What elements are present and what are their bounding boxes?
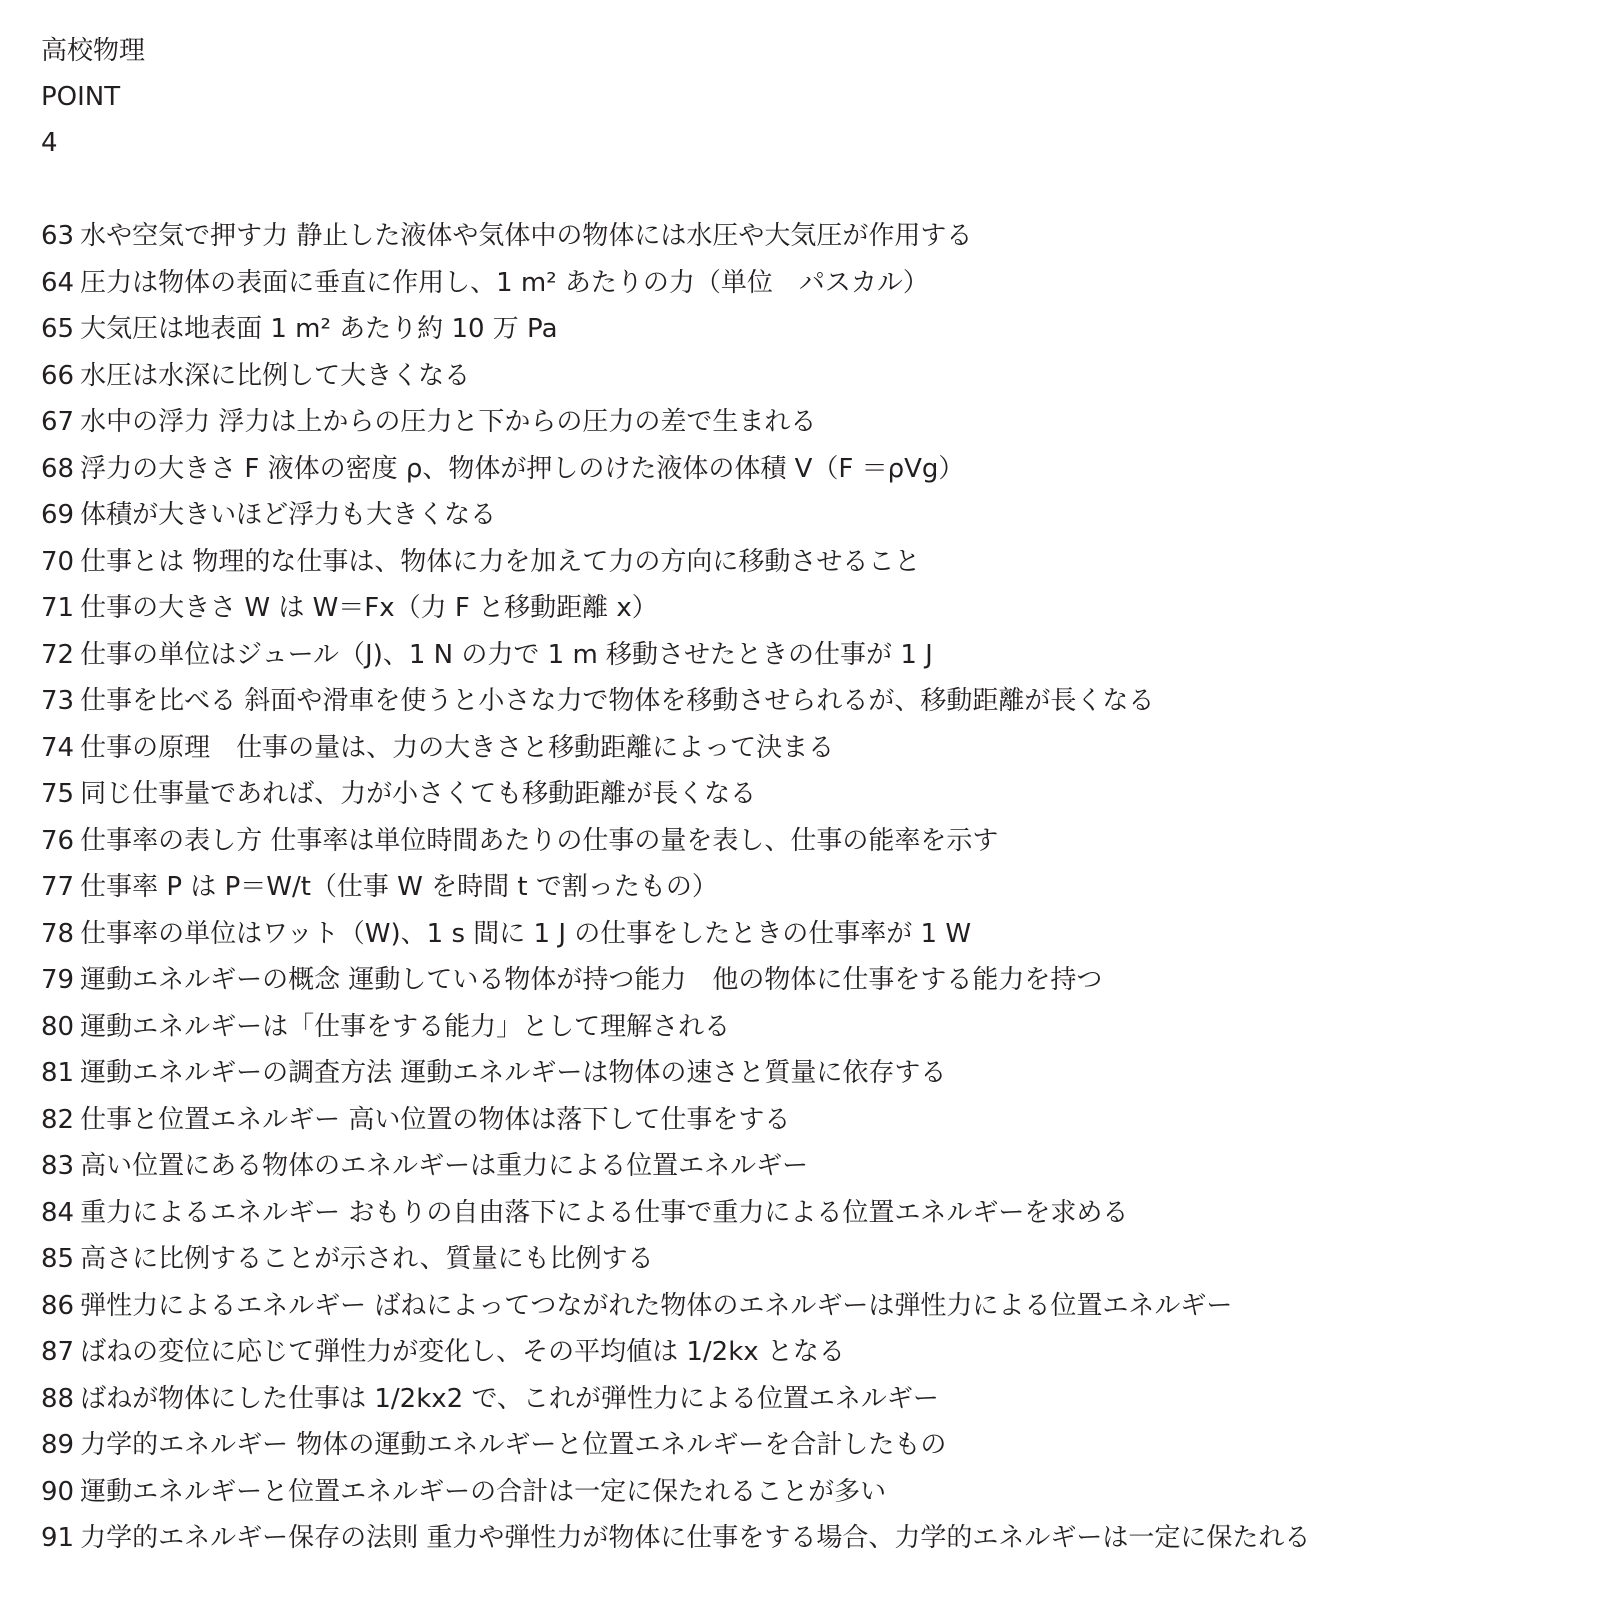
item-text: 仕事率 P は P＝W/t（仕事 W を時間 t で割ったもの） <box>80 872 718 902</box>
item-text: 力学的エネルギー保存の法則 重力や弾性力が物体に仕事をする場合、力学的エネルギーは一定に保たれる <box>80 1523 1311 1553</box>
list-item <box>41 213 1571 260</box>
item-number: 85 <box>41 1244 75 1274</box>
list-item <box>41 539 1571 586</box>
item-text: 高さに比例することが示され、質量にも比例する <box>80 1244 654 1274</box>
list-item <box>41 399 1571 446</box>
item-number: 91 <box>41 1523 75 1553</box>
item-number: 76 <box>41 825 75 856</box>
item-number: 82 <box>41 1104 75 1135</box>
item-text: 水中の浮力 浮力は上からの圧力と下からの圧力の差で生まれる <box>80 407 817 437</box>
list-item <box>41 818 1571 865</box>
item-number: 65 <box>41 314 75 344</box>
list-item <box>41 1236 1571 1283</box>
item-text: 重力によるエネルギー おもりの自由落下による仕事で重力による位置エネルギーを求める <box>80 1197 1129 1228</box>
item-number: 72 <box>41 639 75 670</box>
subject-title: 高校物理 <box>41 36 146 66</box>
item-text: 仕事率の表し方 仕事率は単位時間あたりの仕事の量を表し、仕事の能率を示す <box>80 825 999 856</box>
section-spacer <box>41 166 1571 213</box>
item-number: 74 <box>41 732 75 763</box>
list-item <box>41 1283 1571 1330</box>
item-number: 90 <box>41 1476 75 1507</box>
item-text: 仕事を比べる 斜面や滑車を使うと小さな力で物体を移動させられるが、移動距離が長くなる <box>80 686 1155 716</box>
point-number: 4 <box>41 128 58 158</box>
list-item <box>41 306 1571 353</box>
item-number: 66 <box>41 360 75 391</box>
list-item <box>41 1143 1571 1190</box>
item-text: 弾性力によるエネルギー ばねによってつながれた物体のエネルギーは弾性力による位置エネルギー <box>80 1290 1233 1321</box>
item-text: 仕事の原理 仕事の量は、力の大きさと移動距離によって決まる <box>80 732 835 763</box>
item-text: 圧力は物体の表面に垂直に作用し、1 m² あたりの力（単位 パスカル） <box>80 267 929 298</box>
item-number: 75 <box>41 779 75 809</box>
item-number: 89 <box>41 1430 75 1460</box>
item-number: 80 <box>41 1011 75 1042</box>
item-text: 浮力の大きさ F 液体の密度 ρ、物体が押しのけた液体の体積 V（F ＝ρVg） <box>80 453 965 484</box>
item-text: 力学的エネルギー 物体の運動エネルギーと位置エネルギーを合計したもの <box>80 1430 947 1460</box>
item-number: 70 <box>41 546 75 577</box>
item-number: 67 <box>41 407 75 437</box>
item-text: 仕事率の単位はワット（W)、1 s 間に 1 J の仕事をしたときの仕事率が 1 W <box>80 918 972 949</box>
list-item <box>41 725 1571 772</box>
list-item <box>41 446 1571 493</box>
list-item <box>41 1050 1571 1097</box>
list-item <box>41 353 1571 400</box>
list-item <box>41 1469 1571 1516</box>
item-text: 仕事とは 物理的な仕事は、物体に力を加えて力の方向に移動させること <box>80 546 921 577</box>
item-text: 運動エネルギーと位置エネルギーの合計は一定に保たれることが多い <box>80 1476 887 1507</box>
item-number: 79 <box>41 965 75 995</box>
item-number: 69 <box>41 500 75 530</box>
list-item <box>41 585 1571 632</box>
item-text: 水や空気で押す力 静止した液体や気体中の物体には水圧や大気圧が作用する <box>80 221 973 251</box>
document-page <box>41 28 1571 1562</box>
item-number: 77 <box>41 872 75 902</box>
list-item <box>41 632 1571 679</box>
item-number: 84 <box>41 1197 75 1228</box>
item-text: 同じ仕事量であれば、力が小さくても移動距離が長くなる <box>80 779 757 809</box>
list-item <box>41 1190 1571 1237</box>
list-item <box>41 864 1571 911</box>
item-number: 73 <box>41 686 75 716</box>
item-number: 64 <box>41 267 75 298</box>
list-item <box>41 771 1571 818</box>
item-text: 仕事と位置エネルギー 高い位置の物体は落下して仕事をする <box>80 1104 791 1135</box>
list-item <box>41 260 1571 307</box>
item-text: 水圧は水深に比例して大きくなる <box>80 360 471 391</box>
item-number: 81 <box>41 1058 75 1088</box>
point-list <box>41 213 1571 1562</box>
list-item <box>41 678 1571 725</box>
item-text: ばねの変位に応じて弾性力が変化し、その平均値は 1/2kx となる <box>80 1337 845 1367</box>
list-item <box>41 1004 1571 1051</box>
item-text: 運動エネルギーは「仕事をする能力」として理解される <box>80 1011 731 1042</box>
list-item <box>41 1515 1571 1562</box>
item-text: 仕事の単位はジュール（J)、1 N の力で 1 m 移動させたときの仕事が 1 J <box>80 639 933 670</box>
item-number: 71 <box>41 593 75 623</box>
item-number: 86 <box>41 1290 75 1321</box>
list-item <box>41 911 1571 958</box>
item-number: 88 <box>41 1383 75 1414</box>
list-item <box>41 957 1571 1004</box>
item-text: 体積が大きいほど浮力も大きくなる <box>80 500 497 530</box>
item-number: 83 <box>41 1151 75 1181</box>
item-number: 87 <box>41 1337 75 1367</box>
item-number: 68 <box>41 453 75 484</box>
list-item <box>41 1376 1571 1423</box>
item-text: 運動エネルギーの概念 運動している物体が持つ能力 他の物体に仕事をする能力を持つ <box>80 965 1103 995</box>
item-text: 運動エネルギーの調査方法 運動エネルギーは物体の速さと質量に依存する <box>80 1058 947 1088</box>
item-number: 78 <box>41 918 75 949</box>
list-item <box>41 1097 1571 1144</box>
list-item <box>41 1329 1571 1376</box>
item-text: 高い位置にある物体のエネルギーは重力による位置エネルギー <box>80 1151 809 1181</box>
item-text: 大気圧は地表面 1 m² あたり約 10 万 Pa <box>80 314 558 344</box>
list-item <box>41 492 1571 539</box>
item-text: ばねが物体にした仕事は 1/2kx2 で、これが弾性力による位置エネルギー <box>80 1383 939 1414</box>
item-text: 仕事の大きさ W は W＝Fx（力 F と移動距離 x） <box>80 593 658 623</box>
point-label: POINT <box>41 82 121 112</box>
list-item <box>41 1422 1571 1469</box>
item-number: 63 <box>41 221 75 251</box>
